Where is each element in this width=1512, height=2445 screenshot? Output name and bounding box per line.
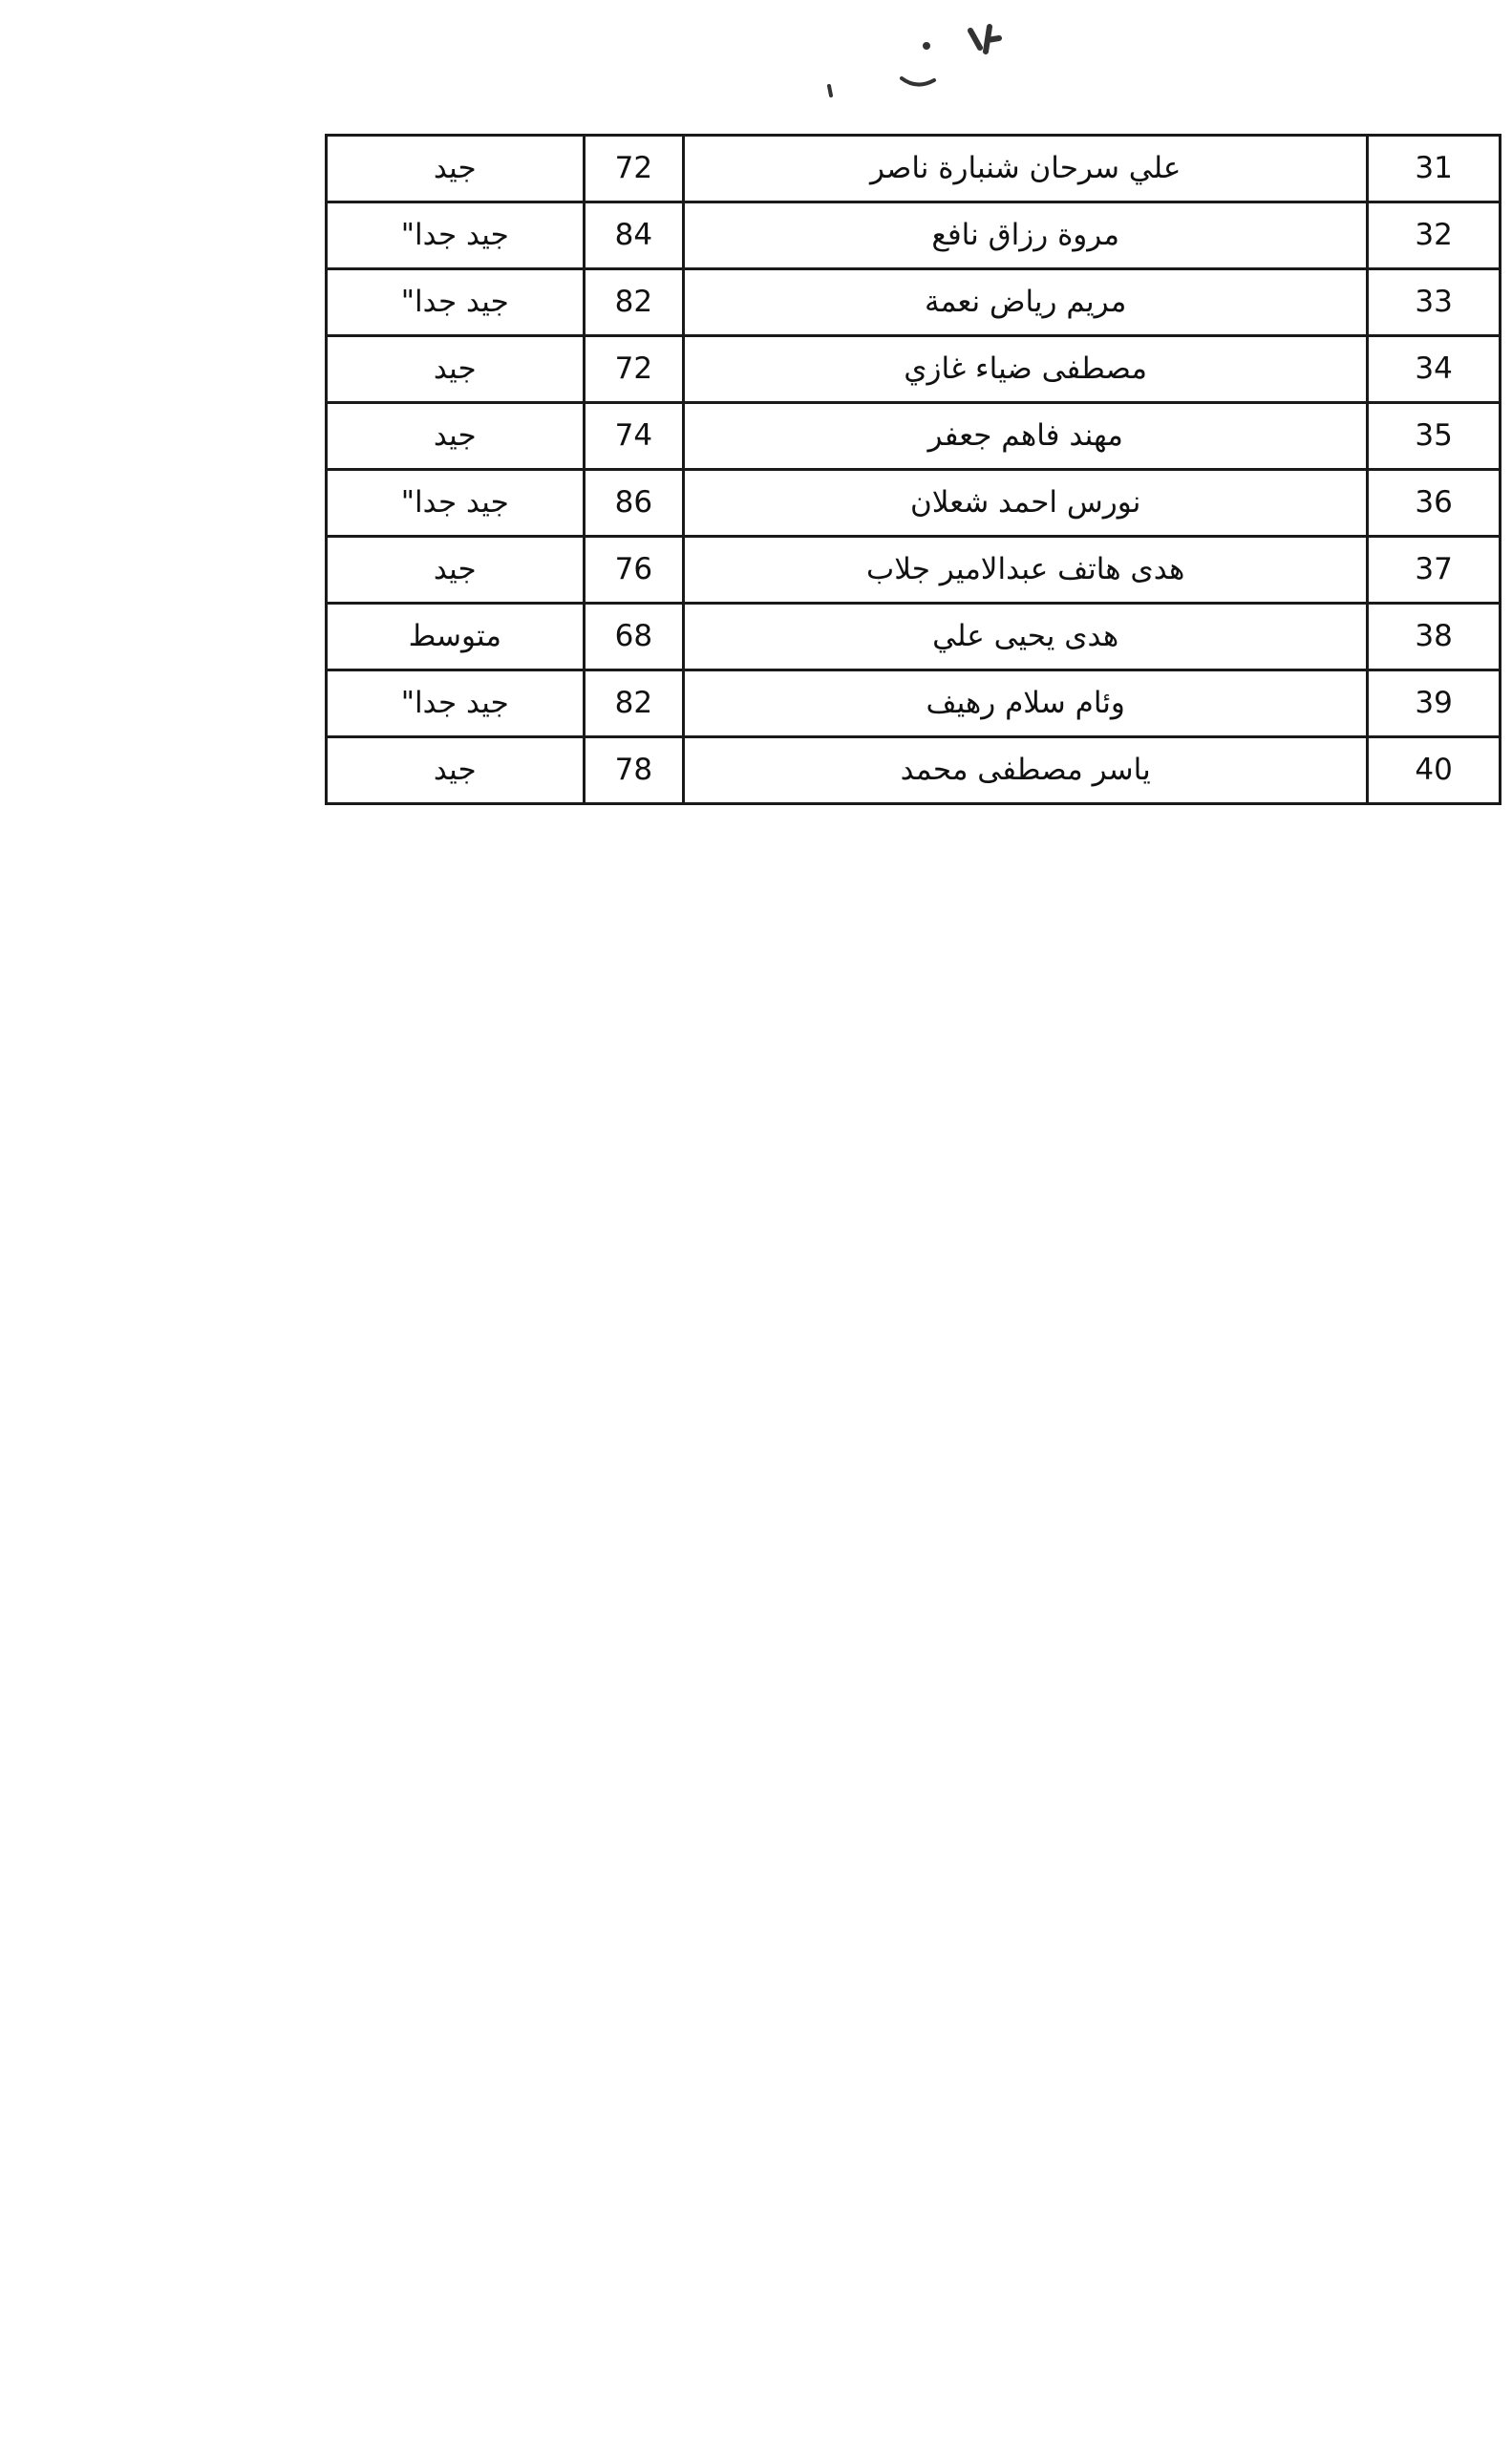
student-name: مريم رياض نعمة <box>684 269 1368 336</box>
row-number: 34 <box>1368 336 1501 403</box>
table-row <box>327 737 1501 804</box>
grade-label: جيد جدا" <box>327 269 585 336</box>
student-name: نورس احمد شعلان <box>684 470 1368 537</box>
table-row <box>327 202 1501 269</box>
row-number: 39 <box>1368 670 1501 737</box>
score-value: 74 <box>584 403 684 470</box>
student-name: هدى يحيى علي <box>684 604 1368 670</box>
grade-label: جيد جدا" <box>327 670 585 737</box>
row-number: 33 <box>1368 269 1501 336</box>
student-name: هدى هاتف عبدالامير جلاب <box>684 537 1368 604</box>
results-table-body <box>327 136 1501 804</box>
grade-label: جيد <box>327 136 585 202</box>
row-number: 38 <box>1368 604 1501 670</box>
row-number: 31 <box>1368 136 1501 202</box>
row-number: 37 <box>1368 537 1501 604</box>
table-row <box>327 670 1501 737</box>
grade-label: متوسط <box>327 604 585 670</box>
table-row <box>327 136 1501 202</box>
grade-label: جيد <box>327 537 585 604</box>
grade-label: جيد <box>327 737 585 804</box>
scan-marks <box>783 19 1032 105</box>
table-row <box>327 403 1501 470</box>
score-value: 72 <box>584 136 684 202</box>
score-value: 82 <box>584 670 684 737</box>
score-value: 72 <box>584 336 684 403</box>
score-value: 84 <box>584 202 684 269</box>
student-name: وئام سلام رهيف <box>684 670 1368 737</box>
table-row <box>327 336 1501 403</box>
table-row <box>327 537 1501 604</box>
grade-label: جيد <box>327 403 585 470</box>
grade-label: جيد جدا" <box>327 202 585 269</box>
table-row <box>327 470 1501 537</box>
student-name: علي سرحان شنبارة ناصر <box>684 136 1368 202</box>
score-value: 82 <box>584 269 684 336</box>
student-name: مصطفى ضياء غازي <box>684 336 1368 403</box>
student-name: مروة رزاق نافع <box>684 202 1368 269</box>
score-value: 68 <box>584 604 684 670</box>
results-table <box>325 134 1501 805</box>
grade-label: جيد جدا" <box>327 470 585 537</box>
row-number: 35 <box>1368 403 1501 470</box>
row-number: 40 <box>1368 737 1501 804</box>
score-value: 76 <box>584 537 684 604</box>
student-name: ياسر مصطفى محمد <box>684 737 1368 804</box>
score-value: 78 <box>584 737 684 804</box>
table-row <box>327 269 1501 336</box>
grade-label: جيد <box>327 336 585 403</box>
score-value: 86 <box>584 470 684 537</box>
student-name: مهند فاهم جعفر <box>684 403 1368 470</box>
row-number: 36 <box>1368 470 1501 537</box>
row-number: 32 <box>1368 202 1501 269</box>
table-row <box>327 604 1501 670</box>
